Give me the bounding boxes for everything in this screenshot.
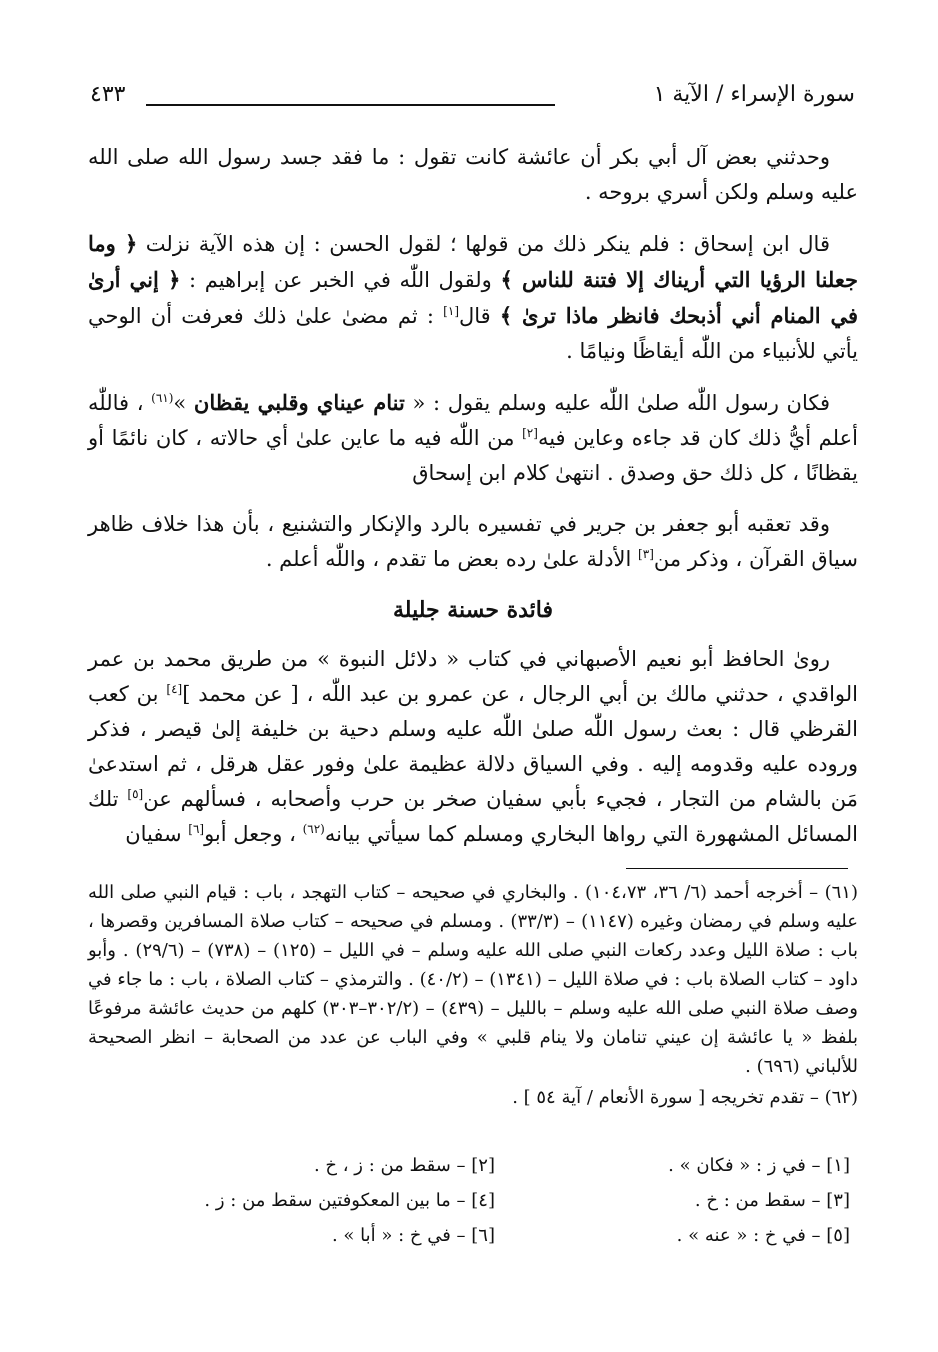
- quran-quote-1: ﴿ وما جعلنا الرؤيا التي أريناك إلا فتنة للناس ﴾: [88, 231, 858, 292]
- variant-ref-5: [٥]: [127, 787, 144, 801]
- page-number: ٤٣٣: [90, 82, 126, 107]
- variant-note-4: [٤] – ما بين المعكوفتين سقط من : ز .: [204, 1190, 495, 1211]
- variant-row: [140, 1218, 850, 1253]
- paragraph-4-text-2: الأدلة علىٰ رده بعض ما تقدم ، واللّٰه أعلم .: [265, 547, 639, 571]
- footnote-ref-62: (٦٢): [302, 822, 325, 836]
- variant-row: [140, 1183, 850, 1218]
- footnote-ref-61: (٦١): [151, 391, 174, 405]
- paragraph-5: [88, 642, 858, 852]
- paragraph-2-text-1: قال ابن إسحاق : فلم ينكر ذلك من قولها ؛ لقول الحسن : إن هذه الآية نزلت: [137, 232, 830, 256]
- manuscript-variants: [140, 1148, 850, 1253]
- variant-row: [140, 1148, 850, 1183]
- paragraph-3-text-3: ، فاللّٰه أعلم أيُّ ذلك كان قد جاءه وعاين فيه: [88, 391, 858, 450]
- paragraph-4: [88, 507, 858, 577]
- variant-note-6: [٦] – في خ : « أبا » .: [331, 1225, 495, 1246]
- variant-ref-4: [٤]: [166, 682, 183, 696]
- variant-ref-2: [٢]: [522, 426, 538, 440]
- paragraph-3: [88, 385, 858, 491]
- header-rule: [146, 104, 555, 106]
- variant-note-5: [٥] – في خ : « عنه » .: [676, 1225, 850, 1246]
- paragraph-1: وحدثني بعض آل أبي بكر أن عائشة كانت تقول : ما فقد جسد رسول الله صلى الله عليه وسلم ولكن أسري بروحه .: [88, 145, 858, 204]
- paragraph-5-text-5: سفيان: [125, 822, 189, 846]
- body-text: [88, 140, 858, 868]
- variant-note-3: [٣] – سقط من : خ .: [694, 1190, 850, 1211]
- paragraph-3-text-2: »: [173, 391, 194, 415]
- paragraph-5-text-1: روىٰ الحافظ أبو نعيم الأصبهاني في كتاب « دلائل النبوة » من طريق محمد بن عمر الواقدي ، حدثني مالك بن أبي الرجال ، عن عمرو بن عبد اللّٰه ، [ عن محمد ]: [88, 647, 858, 706]
- paragraph-5-text-2: بن كعب القرظي قال : بعث رسول اللّٰه صلىٰ اللّٰه عليه وسلم دحية بن خليفة إلىٰ قيصر ، فذكر وروده عليه وقدومه إليه . وفي السياق دلالة عظيمة علىٰ وفور عقل هرقل ، ثم استدعىٰ مَن بالشام من التجار ، فجيء بأبي سفيان صخر بن حرب وأصحابه ، فسألهم عن: [88, 682, 859, 811]
- paragraph-3-text-1: فكان رسول اللّٰه صلىٰ اللّٰه عليه وسلم يقول : «: [404, 391, 830, 415]
- paragraph-2-text-2: ولقول اللّٰه في الخبر عن إبراهيم :: [180, 268, 501, 292]
- paragraph-3-text-4: من اللّٰه فيه ما عاين علىٰ أي حالاته ، كان نائمًا أو يقظانًا ، كل ذلك حق وصدق . انتهىٰ كلام ابن إسحاق: [88, 426, 858, 485]
- variant-ref-1: [١]: [443, 304, 459, 318]
- quran-quote-2: ﴿ إني أرىٰ في المنام أني أذبحك فانظر ماذا ترىٰ ﴾: [88, 267, 859, 328]
- running-header-title: سورة الإسراء / الآية ١: [653, 82, 855, 107]
- footnotes: [88, 878, 858, 1114]
- footnote-separator: [626, 868, 848, 869]
- section-subheading: فائدة حسنة جليلة: [393, 597, 553, 623]
- variant-ref-6: [٦]: [188, 822, 205, 836]
- footnote-62: (٦٢) – تقدم تخريجه [ سورة الأنعام / آية ٥٤ ] .: [512, 1087, 858, 1108]
- paragraph-2: [88, 226, 858, 369]
- variant-ref-3: [٣]: [638, 547, 654, 561]
- running-header: [90, 80, 855, 120]
- paragraph-4-text-1: وقد تعقبه أبو جعفر بن جرير في تفسيره بالرد والإنكار والتشنيع ، بأن هذا خلاف ظاهر سياق القرآن ، وذكر من: [88, 512, 858, 571]
- paragraph-5-text-3: تلك المسائل المشهورة التي رواها البخاري ومسلم كما سيأتي بيانه: [88, 787, 858, 846]
- paragraph-2-text-4: : ثم مضىٰ علىٰ ذلك فعرفت أن الوحي يأتي للأنبياء من اللّٰه أيقاظًا ونيامًا .: [88, 304, 858, 363]
- paragraph-5-text-4: ، وجعل أبو: [204, 822, 303, 846]
- paragraph-2-text-3: قال: [459, 304, 500, 328]
- footnote-61: (٦١) – أخرجه أحمد (٦/ ٣٦، ١٠٤،٧٣) . والبخاري في صحيحه – كتاب التهجد ، باب : قيام النبي صلى الله عليه وسلم في رمضان وغيره (١١٤٧) – (٣٣/٣) . ومسلم في صحيحه – كتاب صلاة المسافرين وقصرها ، باب : صلاة الليل وعدد ركعات النبي صلى الله عليه وسلم – في الليل – (١٢٥) – (٧٣٨) – (٢٩/٦) . وأبو داود – كتاب الصلاة باب : في صلاة الليل – (١٣٤١) – (٤٠/٢) . والترمذي – كتاب الصلاة ، باب : ما جاء في وصف صلاة النبي صلى الله عليه وسلم – بالليل – (٤٣٩) – (٣٠٢/٢–٣٠٣) كلهم من حديث عائشة مرفوعًا بلفظ « يا عائشة إن عيني تنامان ولا ينام قلبي » وفي الباب عن عدد من الصحابة – انظر الصحيحة للألباني (٦٩٦) .: [88, 882, 859, 1077]
- hadith-quote: تنام عيناي وقلبي يقظان: [193, 390, 405, 415]
- variant-note-2: [٢] – سقط من : ز ، خ .: [313, 1155, 495, 1176]
- variant-note-1: [١] – في ز : « فكان » .: [668, 1155, 850, 1176]
